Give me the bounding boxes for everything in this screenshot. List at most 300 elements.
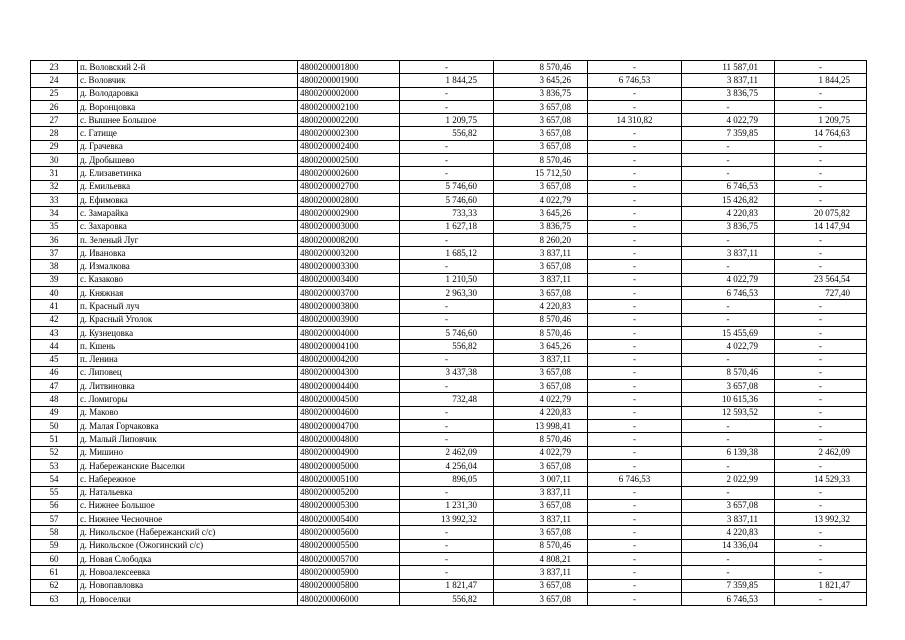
- table-row: [31, 180, 867, 193]
- value-col-1-cell: -: [400, 406, 494, 419]
- table-row: [31, 100, 867, 113]
- value-col-2-cell: 4 220,83: [494, 406, 588, 419]
- oktmo-code-cell: 4800200005200: [298, 486, 400, 499]
- table-row: [31, 539, 867, 552]
- settlement-name-cell: д. Мишино: [78, 446, 298, 459]
- value-col-3-cell: -: [588, 167, 682, 180]
- oktmo-code-cell: 4800200006000: [298, 592, 400, 605]
- settlement-name-cell: д. Княжная: [78, 287, 298, 300]
- value-col-2-cell: 3 837,11: [494, 513, 588, 526]
- value-col-3-cell: -: [588, 154, 682, 167]
- oktmo-code-cell: 4800200005300: [298, 499, 400, 512]
- row-number-cell: 34: [31, 207, 78, 220]
- value-col-2-cell: 3 645,26: [494, 74, 588, 87]
- settlement-name-cell: п. Зеленый Луг: [78, 233, 298, 246]
- value-col-2-cell: 4 808,21: [494, 552, 588, 565]
- value-col-3-cell: -: [588, 300, 682, 313]
- value-col-2-cell: 8 570,46: [494, 326, 588, 339]
- settlement-name-cell: п. Воловский 2-й: [78, 61, 298, 74]
- table-row: [31, 114, 867, 127]
- value-col-3-cell: 6 746,53: [588, 74, 682, 87]
- value-col-5-cell: -: [775, 486, 867, 499]
- value-col-1-cell: 1 231,30: [400, 499, 494, 512]
- value-col-2-cell: 3 837,11: [494, 353, 588, 366]
- value-col-2-cell: 8 260,20: [494, 233, 588, 246]
- value-col-2-cell: 8 570,46: [494, 313, 588, 326]
- row-number-cell: 47: [31, 380, 78, 393]
- value-col-4-cell: -: [682, 433, 775, 446]
- table-row: [31, 566, 867, 579]
- value-col-1-cell: -: [400, 233, 494, 246]
- value-col-2-cell: 3 657,08: [494, 114, 588, 127]
- value-col-5-cell: -: [775, 233, 867, 246]
- row-number-cell: 27: [31, 114, 78, 127]
- value-col-1-cell: -: [400, 313, 494, 326]
- row-number-cell: 28: [31, 127, 78, 140]
- value-col-2-cell: 3 657,08: [494, 459, 588, 472]
- value-col-4-cell: -: [682, 566, 775, 579]
- value-col-5-cell: -: [775, 499, 867, 512]
- value-col-3-cell: -: [588, 592, 682, 605]
- oktmo-code-cell: 4800200002000: [298, 87, 400, 100]
- value-col-3-cell: 14 310,82: [588, 114, 682, 127]
- row-number-cell: 30: [31, 154, 78, 167]
- value-col-1-cell: 2 963,30: [400, 287, 494, 300]
- row-number-cell: 37: [31, 247, 78, 260]
- oktmo-code-cell: 4800200002800: [298, 193, 400, 206]
- value-col-2-cell: 3 657,08: [494, 260, 588, 273]
- value-col-2-cell: 8 570,46: [494, 61, 588, 74]
- table-row: [31, 486, 867, 499]
- row-number-cell: 61: [31, 566, 78, 579]
- value-col-1-cell: 556,82: [400, 592, 494, 605]
- oktmo-code-cell: 4800200002400: [298, 140, 400, 153]
- value-col-3-cell: -: [588, 140, 682, 153]
- value-col-5-cell: 1 821,47: [775, 579, 867, 592]
- row-number-cell: 60: [31, 552, 78, 565]
- value-col-1-cell: -: [400, 300, 494, 313]
- value-col-5-cell: -: [775, 100, 867, 113]
- settlement-name-cell: д. Новопавловка: [78, 579, 298, 592]
- value-col-5-cell: -: [775, 180, 867, 193]
- value-col-1-cell: 556,82: [400, 127, 494, 140]
- value-col-2-cell: 3 657,08: [494, 100, 588, 113]
- value-col-1-cell: 5 746,60: [400, 326, 494, 339]
- value-col-3-cell: -: [588, 552, 682, 565]
- settlement-name-cell: д. Измалкова: [78, 260, 298, 273]
- value-col-1-cell: 2 462,09: [400, 446, 494, 459]
- table-row: [31, 313, 867, 326]
- row-number-cell: 41: [31, 300, 78, 313]
- settlement-name-cell: с. Набережное: [78, 473, 298, 486]
- value-col-4-cell: 3 837,11: [682, 74, 775, 87]
- value-col-1-cell: 1 209,75: [400, 114, 494, 127]
- oktmo-code-cell: 4800200004500: [298, 393, 400, 406]
- settlement-name-cell: д. Кузнецовка: [78, 326, 298, 339]
- value-col-4-cell: 15 426,82: [682, 193, 775, 206]
- table-row: [31, 233, 867, 246]
- value-col-5-cell: -: [775, 353, 867, 366]
- value-col-5-cell: -: [775, 247, 867, 260]
- value-col-2-cell: 3 645,26: [494, 340, 588, 353]
- value-col-1-cell: 896,05: [400, 473, 494, 486]
- settlement-name-cell: д. Воронцовка: [78, 100, 298, 113]
- value-col-3-cell: -: [588, 539, 682, 552]
- value-col-2-cell: 3 837,11: [494, 566, 588, 579]
- value-col-4-cell: 15 455,69: [682, 326, 775, 339]
- settlement-name-cell: д. Маково: [78, 406, 298, 419]
- row-number-cell: 54: [31, 473, 78, 486]
- oktmo-code-cell: 4800200005400: [298, 513, 400, 526]
- value-col-4-cell: 8 570,46: [682, 366, 775, 379]
- oktmo-code-cell: 4800200004800: [298, 433, 400, 446]
- table-row: [31, 340, 867, 353]
- row-number-cell: 42: [31, 313, 78, 326]
- value-col-4-cell: 2 022,99: [682, 473, 775, 486]
- oktmo-code-cell: 4800200002300: [298, 127, 400, 140]
- value-col-1-cell: -: [400, 100, 494, 113]
- oktmo-code-cell: 4800200003400: [298, 273, 400, 286]
- row-number-cell: 46: [31, 366, 78, 379]
- oktmo-code-cell: 4800200002500: [298, 154, 400, 167]
- row-number-cell: 38: [31, 260, 78, 273]
- table-row: [31, 167, 867, 180]
- oktmo-code-cell: 4800200003800: [298, 300, 400, 313]
- value-col-4-cell: -: [682, 300, 775, 313]
- table-row: [31, 87, 867, 100]
- settlement-name-cell: с. Воловчик: [78, 74, 298, 87]
- value-col-2-cell: 4 022,79: [494, 446, 588, 459]
- value-col-4-cell: -: [682, 353, 775, 366]
- value-col-1-cell: 4 256,04: [400, 459, 494, 472]
- value-col-5-cell: 14 764,63: [775, 127, 867, 140]
- table-row: [31, 459, 867, 472]
- oktmo-code-cell: 4800200002200: [298, 114, 400, 127]
- value-col-3-cell: -: [588, 340, 682, 353]
- oktmo-code-cell: 4800200004700: [298, 420, 400, 433]
- value-col-4-cell: -: [682, 233, 775, 246]
- value-col-4-cell: 3 657,08: [682, 499, 775, 512]
- value-col-5-cell: -: [775, 260, 867, 273]
- value-col-5-cell: -: [775, 193, 867, 206]
- value-col-5-cell: -: [775, 406, 867, 419]
- data-table: [30, 60, 867, 606]
- value-col-5-cell: -: [775, 552, 867, 565]
- value-col-5-cell: 20 075,82: [775, 207, 867, 220]
- value-col-5-cell: -: [775, 539, 867, 552]
- value-col-2-cell: 3 657,08: [494, 287, 588, 300]
- value-col-3-cell: -: [588, 207, 682, 220]
- settlement-name-cell: д. Емильевка: [78, 180, 298, 193]
- table-row: [31, 406, 867, 419]
- value-col-3-cell: -: [588, 260, 682, 273]
- row-number-cell: 24: [31, 74, 78, 87]
- value-col-5-cell: 1 844,25: [775, 74, 867, 87]
- value-col-5-cell: -: [775, 61, 867, 74]
- row-number-cell: 39: [31, 273, 78, 286]
- value-col-5-cell: 14 529,33: [775, 473, 867, 486]
- table-row: [31, 526, 867, 539]
- value-col-3-cell: -: [588, 180, 682, 193]
- value-col-4-cell: -: [682, 459, 775, 472]
- value-col-3-cell: -: [588, 433, 682, 446]
- value-col-3-cell: -: [588, 87, 682, 100]
- value-col-3-cell: -: [588, 233, 682, 246]
- value-col-4-cell: 7 359,85: [682, 579, 775, 592]
- value-col-4-cell: 4 220,83: [682, 526, 775, 539]
- row-number-cell: 43: [31, 326, 78, 339]
- value-col-5-cell: -: [775, 87, 867, 100]
- value-col-2-cell: 3 836,75: [494, 87, 588, 100]
- value-col-4-cell: 10 615,36: [682, 393, 775, 406]
- value-col-2-cell: 3 657,08: [494, 127, 588, 140]
- value-col-2-cell: 4 022,79: [494, 193, 588, 206]
- value-col-1-cell: 1 844,25: [400, 74, 494, 87]
- value-col-5-cell: -: [775, 167, 867, 180]
- value-col-2-cell: 4 022,79: [494, 393, 588, 406]
- value-col-5-cell: -: [775, 566, 867, 579]
- table-row: [31, 552, 867, 565]
- row-number-cell: 51: [31, 433, 78, 446]
- settlement-name-cell: д. Грачевка: [78, 140, 298, 153]
- settlement-name-cell: п. Красный луч: [78, 300, 298, 313]
- settlement-name-cell: д. Натальевка: [78, 486, 298, 499]
- oktmo-code-cell: 4800200002900: [298, 207, 400, 220]
- value-col-1-cell: 733,33: [400, 207, 494, 220]
- value-col-1-cell: -: [400, 140, 494, 153]
- value-col-3-cell: -: [588, 326, 682, 339]
- row-number-cell: 48: [31, 393, 78, 406]
- value-col-1-cell: 1 627,18: [400, 220, 494, 233]
- row-number-cell: 50: [31, 420, 78, 433]
- value-col-4-cell: 7 359,85: [682, 127, 775, 140]
- oktmo-code-cell: 4800200002600: [298, 167, 400, 180]
- value-col-4-cell: -: [682, 313, 775, 326]
- row-number-cell: 49: [31, 406, 78, 419]
- table-row: [31, 499, 867, 512]
- value-col-3-cell: -: [588, 287, 682, 300]
- table-row: [31, 260, 867, 273]
- value-col-5-cell: -: [775, 592, 867, 605]
- value-col-1-cell: 13 992,32: [400, 513, 494, 526]
- value-col-2-cell: 3 837,11: [494, 247, 588, 260]
- table-row: [31, 220, 867, 233]
- value-col-1-cell: 1 685,12: [400, 247, 494, 260]
- value-col-5-cell: 1 209,75: [775, 114, 867, 127]
- oktmo-code-cell: 4800200004900: [298, 446, 400, 459]
- value-col-5-cell: -: [775, 154, 867, 167]
- value-col-1-cell: -: [400, 433, 494, 446]
- value-col-1-cell: -: [400, 154, 494, 167]
- table-row: [31, 127, 867, 140]
- value-col-4-cell: 12 593,52: [682, 406, 775, 419]
- value-col-5-cell: -: [775, 420, 867, 433]
- settlement-name-cell: с. Липовец: [78, 366, 298, 379]
- row-number-cell: 57: [31, 513, 78, 526]
- settlement-name-cell: п. Кшень: [78, 340, 298, 353]
- value-col-4-cell: -: [682, 154, 775, 167]
- value-col-1-cell: 1 210,50: [400, 273, 494, 286]
- value-col-4-cell: 6 139,38: [682, 446, 775, 459]
- value-col-4-cell: 3 836,75: [682, 87, 775, 100]
- value-col-3-cell: -: [588, 353, 682, 366]
- oktmo-code-cell: 4800200003200: [298, 247, 400, 260]
- oktmo-code-cell: 4800200005700: [298, 552, 400, 565]
- settlement-name-cell: п. Ленина: [78, 353, 298, 366]
- value-col-4-cell: -: [682, 420, 775, 433]
- value-col-4-cell: 6 746,53: [682, 180, 775, 193]
- oktmo-code-cell: 4800200005000: [298, 459, 400, 472]
- value-col-1-cell: 556,82: [400, 340, 494, 353]
- row-number-cell: 29: [31, 140, 78, 153]
- oktmo-code-cell: 4800200003700: [298, 287, 400, 300]
- value-col-5-cell: -: [775, 313, 867, 326]
- settlement-name-cell: д. Ефимовка: [78, 193, 298, 206]
- value-col-4-cell: 3 837,11: [682, 513, 775, 526]
- row-number-cell: 32: [31, 180, 78, 193]
- settlement-name-cell: с. Вышнее Большое: [78, 114, 298, 127]
- value-col-4-cell: -: [682, 260, 775, 273]
- value-col-5-cell: -: [775, 140, 867, 153]
- oktmo-code-cell: 4800200001800: [298, 61, 400, 74]
- value-col-4-cell: 14 336,04: [682, 539, 775, 552]
- value-col-3-cell: -: [588, 579, 682, 592]
- value-col-4-cell: -: [682, 167, 775, 180]
- row-number-cell: 56: [31, 499, 78, 512]
- table-row: [31, 247, 867, 260]
- value-col-1-cell: -: [400, 539, 494, 552]
- table-row: [31, 353, 867, 366]
- value-col-3-cell: -: [588, 220, 682, 233]
- value-col-4-cell: 4 022,79: [682, 273, 775, 286]
- table-row: [31, 592, 867, 605]
- value-col-5-cell: -: [775, 459, 867, 472]
- table-row: [31, 61, 867, 74]
- oktmo-code-cell: 4800200002100: [298, 100, 400, 113]
- oktmo-code-cell: 4800200003000: [298, 220, 400, 233]
- settlement-name-cell: д. Никольское (Набережанский с/с): [78, 526, 298, 539]
- value-col-3-cell: -: [588, 127, 682, 140]
- value-col-3-cell: -: [588, 366, 682, 379]
- value-col-2-cell: 3 657,08: [494, 526, 588, 539]
- value-col-4-cell: 3 837,11: [682, 247, 775, 260]
- table-row: [31, 300, 867, 313]
- value-col-1-cell: -: [400, 380, 494, 393]
- table-row: [31, 74, 867, 87]
- oktmo-code-cell: 4800200003300: [298, 260, 400, 273]
- value-col-5-cell: 2 462,09: [775, 446, 867, 459]
- settlement-name-cell: д. Малый Липовчик: [78, 433, 298, 446]
- value-col-5-cell: -: [775, 300, 867, 313]
- table-row: [31, 193, 867, 206]
- oktmo-code-cell: 4800200004300: [298, 366, 400, 379]
- value-col-3-cell: -: [588, 459, 682, 472]
- row-number-cell: 55: [31, 486, 78, 499]
- value-col-1-cell: -: [400, 87, 494, 100]
- settlement-name-cell: с. Ломигоры: [78, 393, 298, 406]
- value-col-2-cell: 3 657,08: [494, 592, 588, 605]
- value-col-1-cell: -: [400, 167, 494, 180]
- value-col-5-cell: -: [775, 380, 867, 393]
- row-number-cell: 58: [31, 526, 78, 539]
- value-col-2-cell: 13 998,41: [494, 420, 588, 433]
- value-col-2-cell: 3 837,11: [494, 486, 588, 499]
- value-col-4-cell: 4 022,79: [682, 114, 775, 127]
- value-col-2-cell: 3 645,26: [494, 207, 588, 220]
- table-row: [31, 513, 867, 526]
- value-col-2-cell: 3 657,08: [494, 140, 588, 153]
- value-col-5-cell: 13 992,32: [775, 513, 867, 526]
- table-row: [31, 140, 867, 153]
- settlement-name-cell: с. Захаровка: [78, 220, 298, 233]
- value-col-2-cell: 3 007,11: [494, 473, 588, 486]
- value-col-2-cell: 3 657,08: [494, 380, 588, 393]
- row-number-cell: 33: [31, 193, 78, 206]
- oktmo-code-cell: 4800200004100: [298, 340, 400, 353]
- value-col-5-cell: -: [775, 433, 867, 446]
- row-number-cell: 31: [31, 167, 78, 180]
- table-row: [31, 380, 867, 393]
- settlement-name-cell: д. Новая Слободка: [78, 552, 298, 565]
- oktmo-code-cell: 4800200004600: [298, 406, 400, 419]
- value-col-3-cell: 6 746,53: [588, 473, 682, 486]
- value-col-3-cell: -: [588, 446, 682, 459]
- value-col-4-cell: 11 587,01: [682, 61, 775, 74]
- value-col-4-cell: 6 746,53: [682, 592, 775, 605]
- value-col-5-cell: 23 564,54: [775, 273, 867, 286]
- row-number-cell: 45: [31, 353, 78, 366]
- value-col-4-cell: 4 022,79: [682, 340, 775, 353]
- value-col-4-cell: -: [682, 486, 775, 499]
- settlement-name-cell: д. Володаровка: [78, 87, 298, 100]
- value-col-1-cell: -: [400, 552, 494, 565]
- value-col-4-cell: 4 220,83: [682, 207, 775, 220]
- row-number-cell: 44: [31, 340, 78, 353]
- value-col-1-cell: 5 746,60: [400, 180, 494, 193]
- table-row: [31, 287, 867, 300]
- value-col-3-cell: -: [588, 526, 682, 539]
- value-col-4-cell: 3 836,75: [682, 220, 775, 233]
- settlement-name-cell: д. Литвиновка: [78, 380, 298, 393]
- table-row: [31, 446, 867, 459]
- value-col-2-cell: 3 657,08: [494, 499, 588, 512]
- value-col-4-cell: 6 746,53: [682, 287, 775, 300]
- value-col-1-cell: 1 821,47: [400, 579, 494, 592]
- row-number-cell: 23: [31, 61, 78, 74]
- value-col-1-cell: 732,48: [400, 393, 494, 406]
- value-col-3-cell: -: [588, 499, 682, 512]
- value-col-4-cell: -: [682, 140, 775, 153]
- row-number-cell: 62: [31, 579, 78, 592]
- oktmo-code-cell: 4800200005600: [298, 526, 400, 539]
- value-col-2-cell: 15 712,50: [494, 167, 588, 180]
- value-col-4-cell: 3 657,08: [682, 380, 775, 393]
- oktmo-code-cell: 4800200005900: [298, 566, 400, 579]
- value-col-1-cell: -: [400, 353, 494, 366]
- table-row: [31, 273, 867, 286]
- settlement-name-cell: д. Набережанские Выселки: [78, 459, 298, 472]
- row-number-cell: 36: [31, 233, 78, 246]
- row-number-cell: 59: [31, 539, 78, 552]
- value-col-1-cell: -: [400, 526, 494, 539]
- oktmo-code-cell: 4800200005100: [298, 473, 400, 486]
- row-number-cell: 63: [31, 592, 78, 605]
- value-col-3-cell: -: [588, 313, 682, 326]
- value-col-3-cell: -: [588, 486, 682, 499]
- value-col-1-cell: -: [400, 566, 494, 579]
- table-row: [31, 366, 867, 379]
- value-col-1-cell: 5 746,60: [400, 193, 494, 206]
